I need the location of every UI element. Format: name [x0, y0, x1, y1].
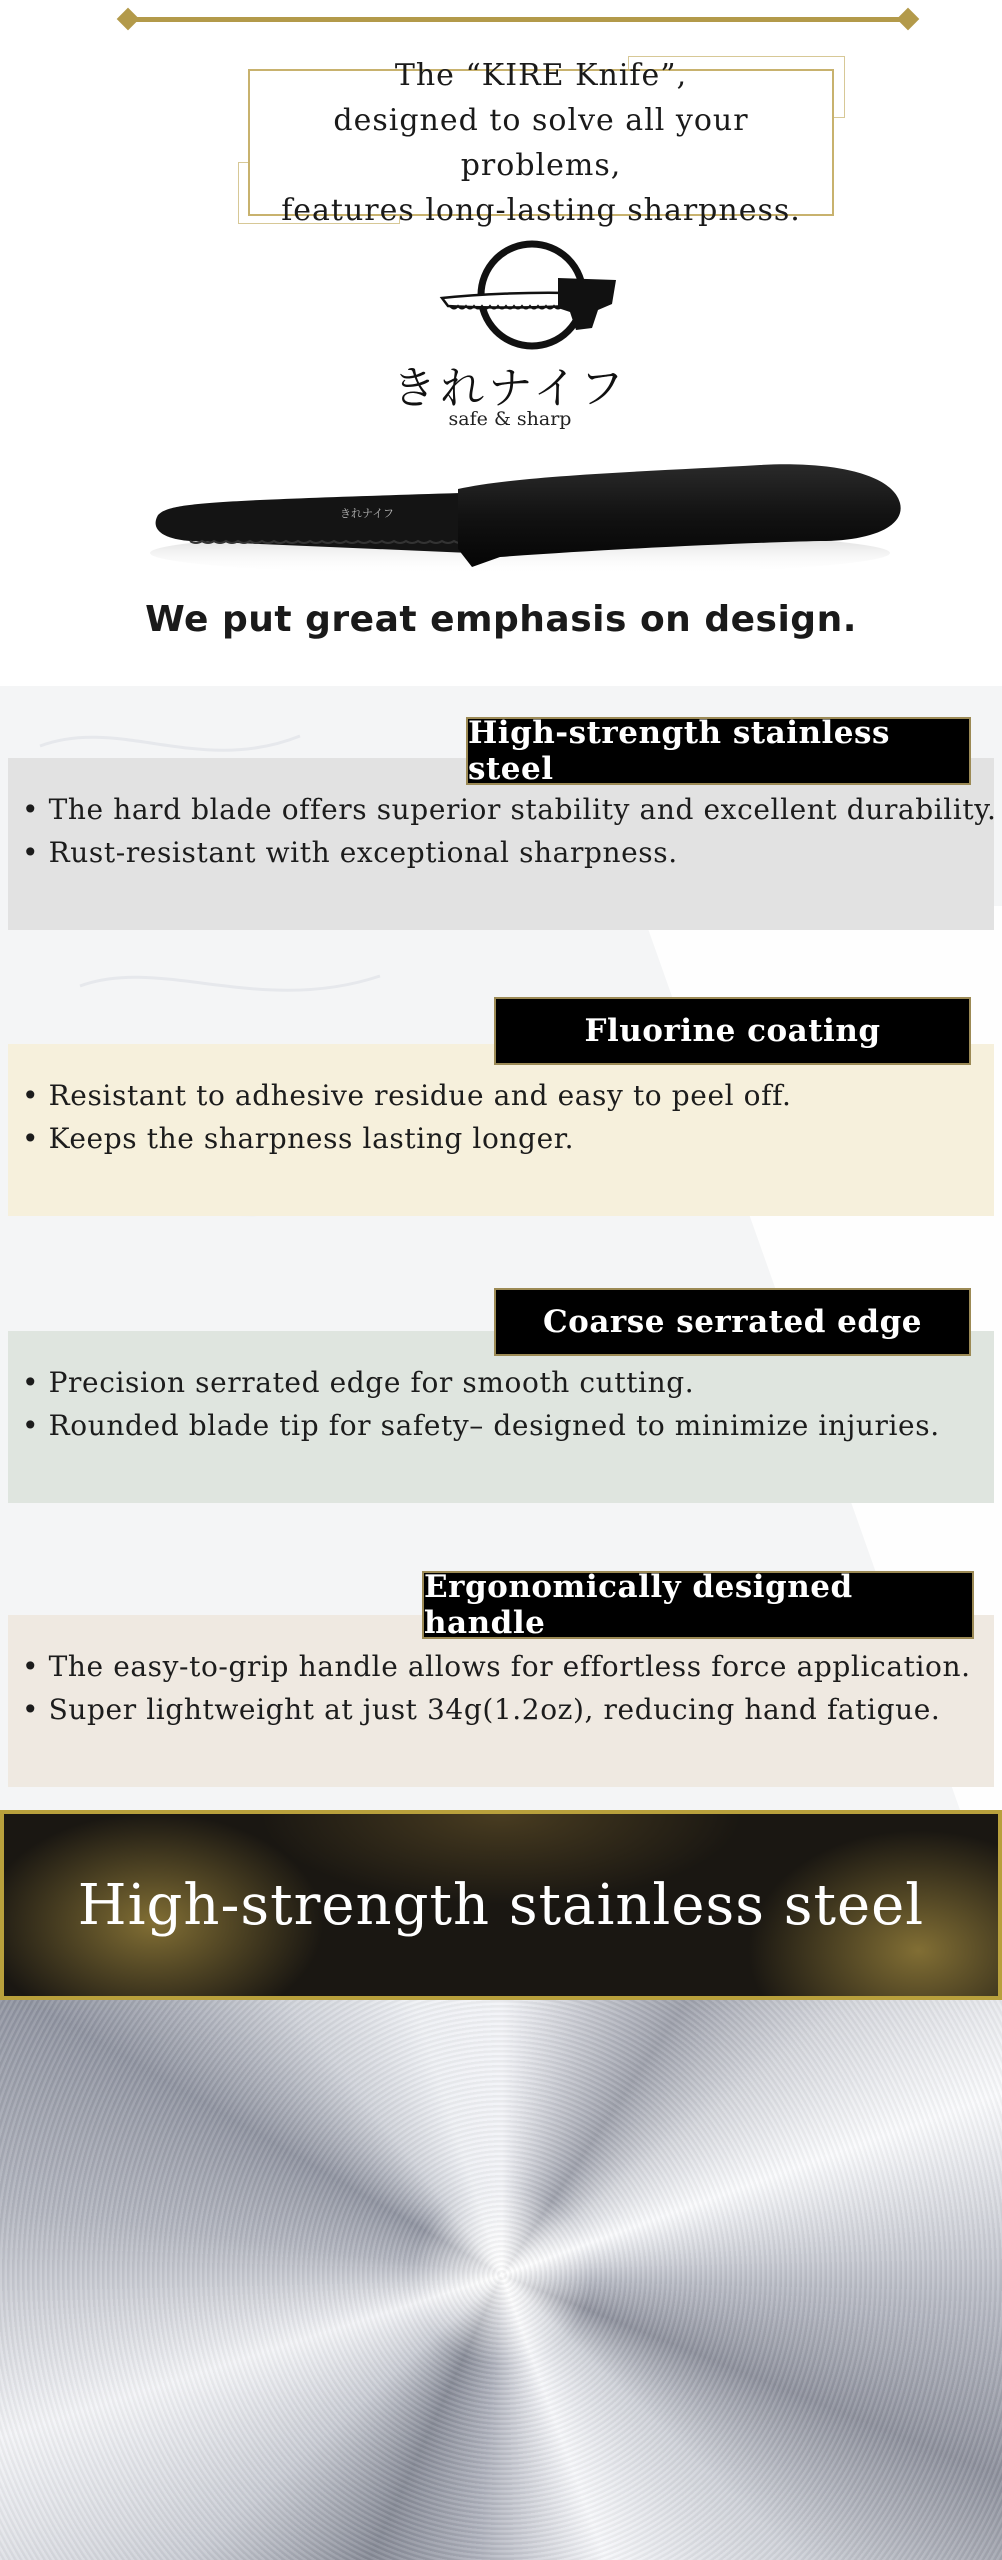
feature-bullet: • The easy-to-grip handle allows for effortless force application. [22, 1650, 971, 1683]
top-gold-divider [125, 17, 913, 22]
logo-handle-icon [558, 278, 616, 330]
divider-diamond-left [117, 8, 140, 31]
feature-label-fluorine: Fluorine coating [494, 997, 971, 1065]
knife-product-image [140, 445, 910, 595]
intro-line: The “KIRE Knife”, [394, 57, 688, 93]
feature-bullet: • Keeps the sharpness lasting longer. [22, 1122, 575, 1155]
logo-tagline: safe & sharp [448, 408, 572, 430]
feature-bullet: • Rounded blade tip for safety– designed to minimize injuries. [22, 1409, 940, 1442]
feature-band-serrated [8, 1331, 994, 1503]
feature-label-steel: High-strength stainless steel [466, 717, 971, 785]
feature-label-serrated: Coarse serrated edge [494, 1288, 971, 1356]
blade-imprint: きれナイフ [340, 507, 394, 520]
feature-bullet: • The hard blade offers superior stability and excellent durability. [22, 793, 997, 826]
feature-bullet: • Precision serrated edge for smooth cutting. [22, 1366, 695, 1399]
brand-logo [380, 240, 640, 440]
feature-bullet: • Resistant to adhesive residue and easy to peel off. [22, 1079, 792, 1112]
logo-japanese-wordmark: きれナイフ [392, 363, 628, 414]
brushed-steel-texture [0, 2000, 1002, 2560]
banner-title: High-strength stainless steel [77, 1872, 925, 1938]
divider-diamond-right [897, 8, 920, 31]
feature-label-handle: Ergonomically designed handle [422, 1571, 974, 1639]
intro-line: designed to solve all your problems, [333, 102, 749, 183]
feature-bullet: • Rust-resistant with exceptional sharpness. [22, 836, 678, 869]
intro-line: features long-lasting sharpness. [281, 192, 801, 228]
intro-text-box [248, 57, 834, 228]
feature-bullet: • Super lightweight at just 34g(1.2oz), reducing hand fatigue. [22, 1693, 941, 1726]
section-banner [0, 1810, 1002, 2000]
feature-band-fluorine [8, 1044, 994, 1216]
design-heading: We put great emphasis on design. [145, 599, 857, 640]
